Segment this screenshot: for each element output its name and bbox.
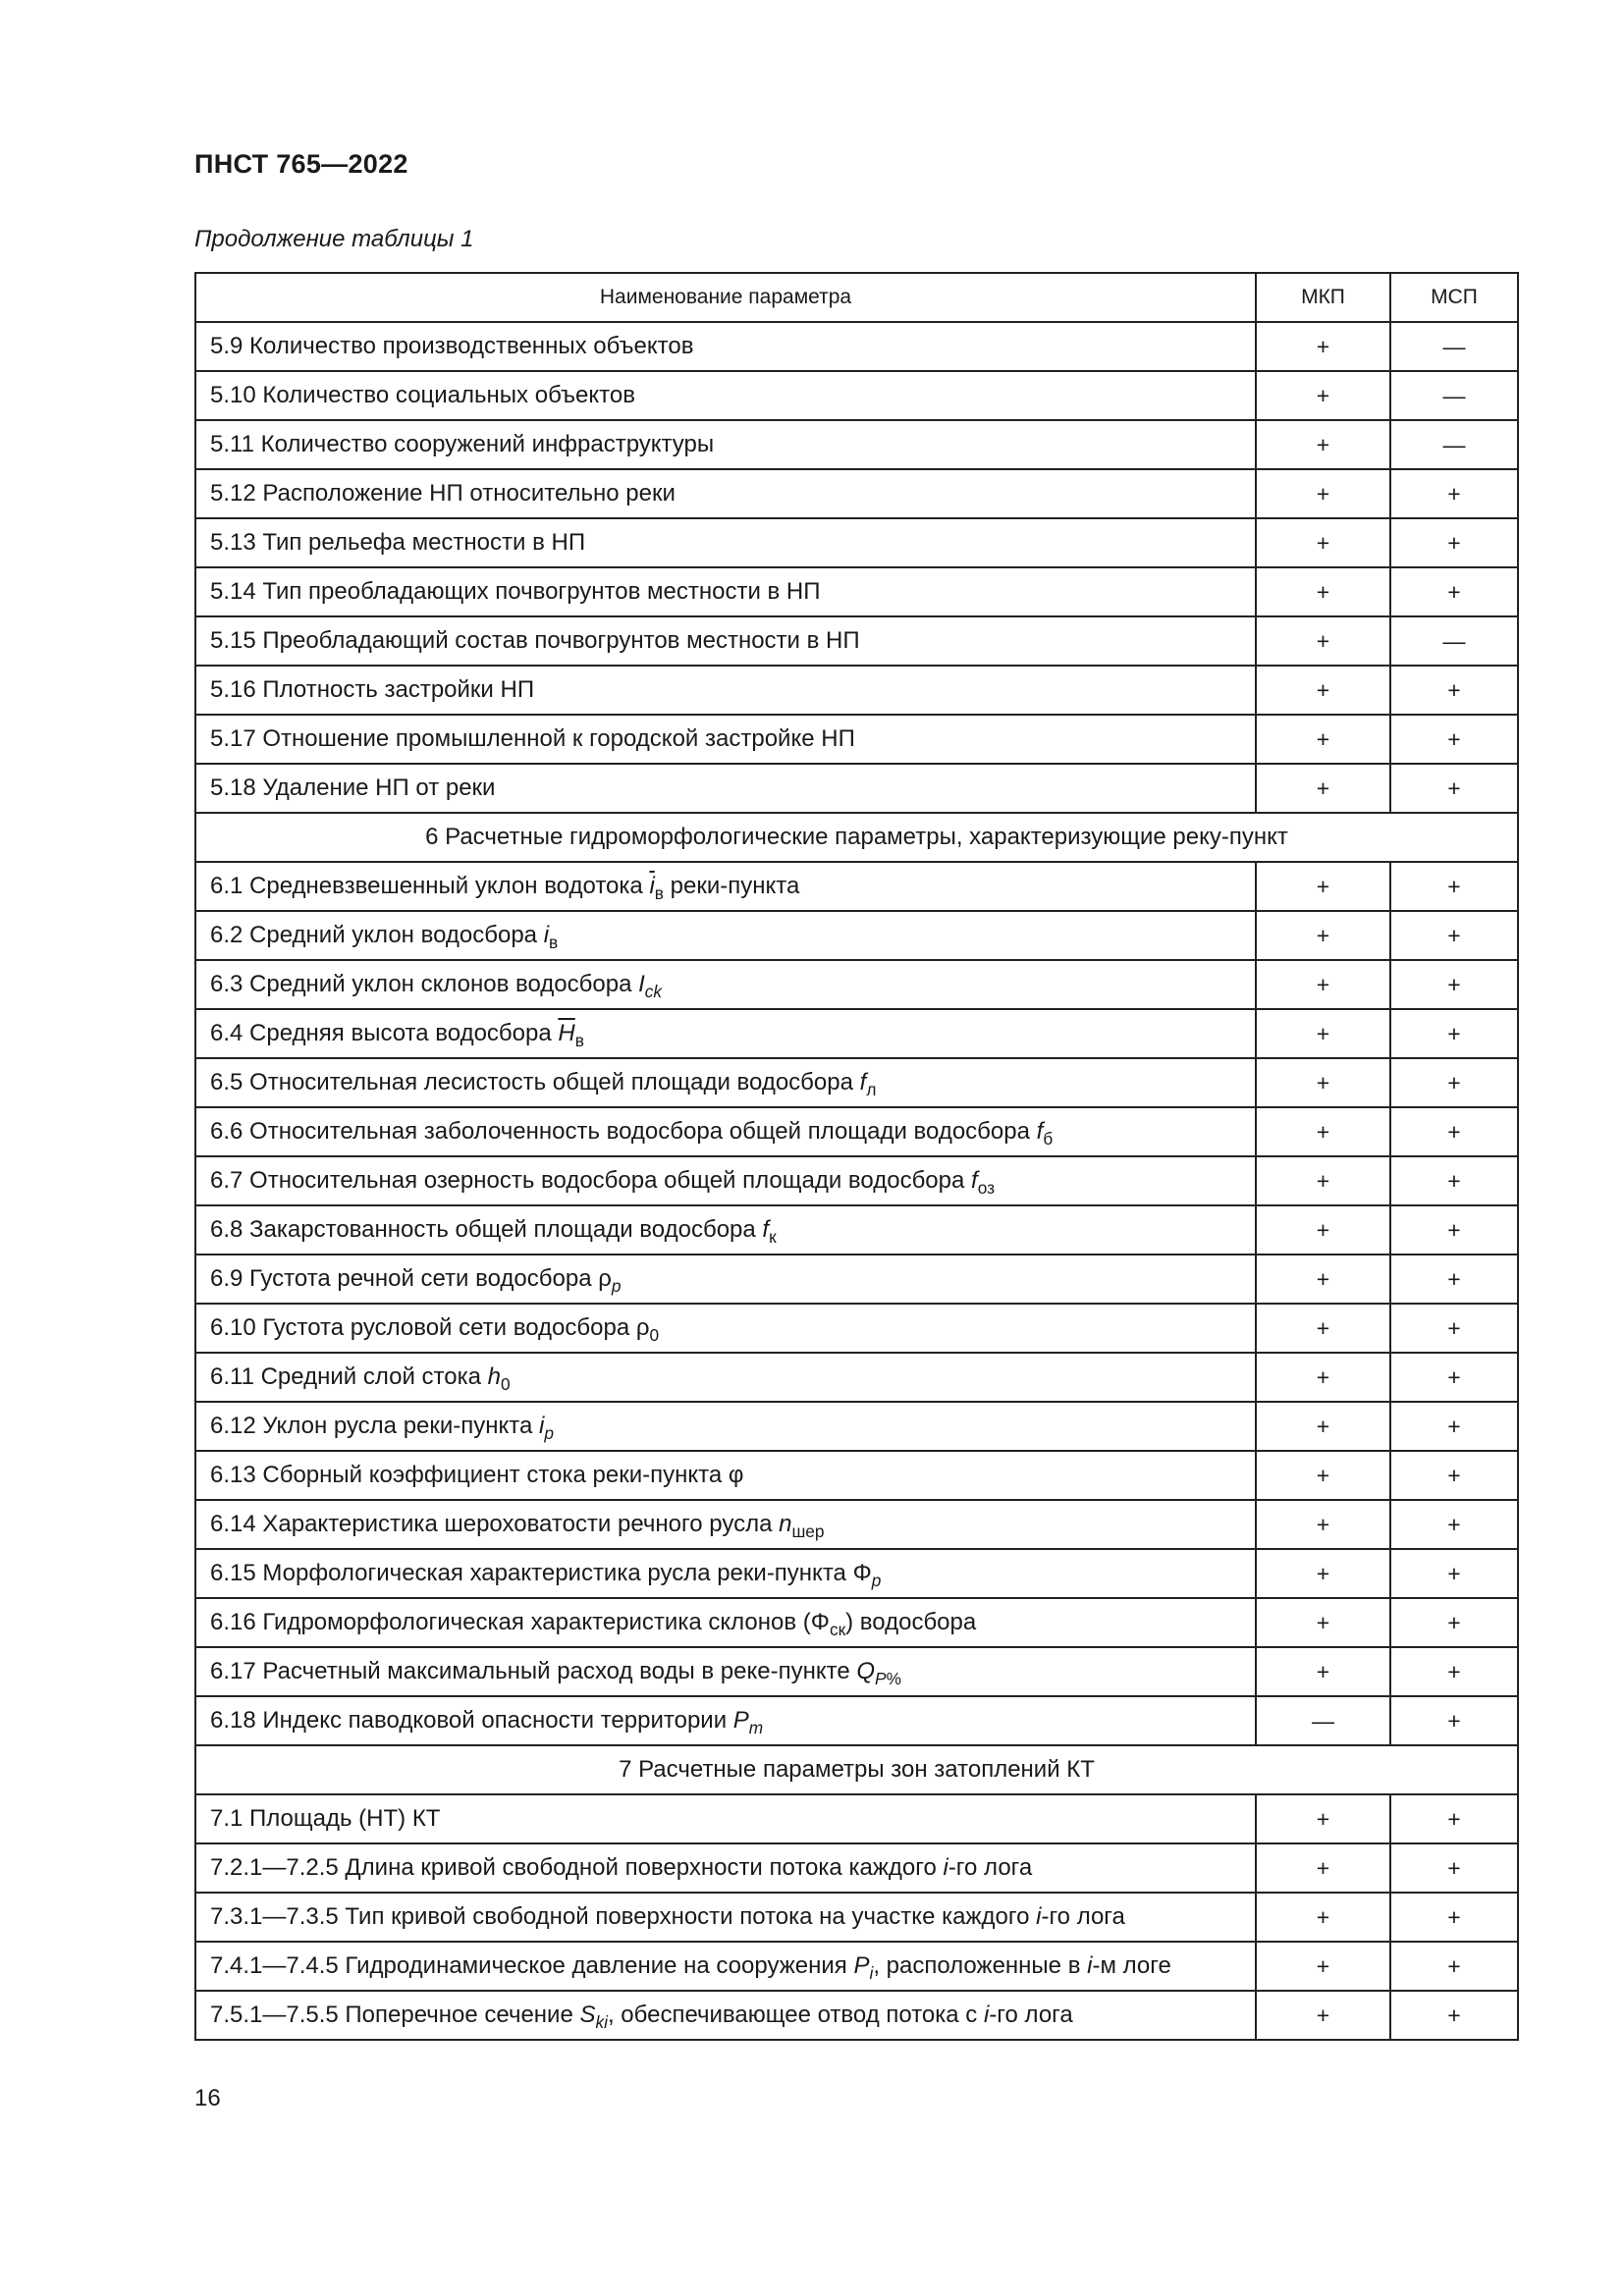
table-row: [195, 469, 1518, 518]
parameter-name: 5.11 Количество сооружений инфраструктуры: [195, 420, 1256, 469]
section-title: 7 Расчетные параметры зон затоплений КТ: [195, 1745, 1518, 1794]
table-row: [195, 1205, 1518, 1255]
msp-mark: +: [1390, 862, 1518, 911]
mkp-mark: —: [1256, 1696, 1390, 1745]
parameter-name: 6.3 Средний уклон склонов водосбора $I_{ck}$: [195, 960, 1256, 1009]
mkp-mark: +: [1256, 518, 1390, 567]
table-row: [195, 518, 1518, 567]
parameter-name: 5.16 Плотность застройки НП: [195, 666, 1256, 715]
table-row: [195, 1942, 1518, 1991]
parameter-name: 6.13 Сборный коэффициент стока реки-пункта φ: [195, 1451, 1256, 1500]
parameter-name: 6.15 Морфологическая характеристика русла реки-пункта $\Phi_p$: [195, 1549, 1256, 1598]
parameter-name: 6.11 Средний слой стока $h_0$: [195, 1353, 1256, 1402]
mkp-mark: +: [1256, 1794, 1390, 1843]
mkp-mark: +: [1256, 567, 1390, 616]
mkp-mark: +: [1256, 764, 1390, 813]
msp-mark: —: [1390, 371, 1518, 420]
msp-mark: +: [1390, 1647, 1518, 1696]
section-row: [195, 1745, 1518, 1794]
table-row: [195, 1058, 1518, 1107]
parameter-name: 6.1 Средневзвешенный уклон водотока $\overline{i}_в$ реки-пункта: [195, 862, 1256, 911]
table-row: [195, 911, 1518, 960]
mkp-mark: +: [1256, 1942, 1390, 1991]
table-row: [195, 1696, 1518, 1745]
mkp-mark: +: [1256, 616, 1390, 666]
mkp-mark: +: [1256, 1058, 1390, 1107]
msp-mark: +: [1390, 715, 1518, 764]
mkp-mark: +: [1256, 1843, 1390, 1893]
table-row: [195, 1353, 1518, 1402]
table-row: [195, 1843, 1518, 1893]
parameter-name: 5.13 Тип рельефа местности в НП: [195, 518, 1256, 567]
parameter-name: 6.5 Относительная лесистость общей площади водосбора $f_л$: [195, 1058, 1256, 1107]
mkp-mark: +: [1256, 1549, 1390, 1598]
msp-mark: +: [1390, 911, 1518, 960]
mkp-mark: +: [1256, 1156, 1390, 1205]
parameter-name: 5.12 Расположение НП относительно реки: [195, 469, 1256, 518]
table-row: [195, 1794, 1518, 1843]
table-row: [195, 862, 1518, 911]
msp-mark: —: [1390, 322, 1518, 371]
table-row: [195, 1647, 1518, 1696]
mkp-mark: +: [1256, 1500, 1390, 1549]
parameter-name: 5.17 Отношение промышленной к городской застройке НП: [195, 715, 1256, 764]
msp-mark: +: [1390, 960, 1518, 1009]
parameter-name: 6.4 Средняя высота водосбора $\overline{H}_в$: [195, 1009, 1256, 1058]
parameter-name: 7.2.1—7.2.5 Длина кривой свободной поверхности потока каждого i-го лога: [195, 1843, 1256, 1893]
mkp-mark: +: [1256, 1255, 1390, 1304]
msp-mark: +: [1390, 567, 1518, 616]
table-row: [195, 1402, 1518, 1451]
msp-mark: +: [1390, 1843, 1518, 1893]
table-row: [195, 1893, 1518, 1942]
parameter-name: 6.16 Гидроморфологическая характеристика склонов $(\Phi_{ск})$ водосбора: [195, 1598, 1256, 1647]
mkp-mark: +: [1256, 1009, 1390, 1058]
parameter-name: 7.4.1—7.4.5 Гидродинамическое давление на сооружения $P_i$, расположенные в i-м логе: [195, 1942, 1256, 1991]
document-designation: ПНСТ 765—2022: [194, 149, 408, 179]
mkp-mark: +: [1256, 1893, 1390, 1942]
column-header-mkp: МКП: [1256, 273, 1390, 322]
table-row: [195, 1156, 1518, 1205]
mkp-mark: +: [1256, 1205, 1390, 1255]
mkp-mark: +: [1256, 666, 1390, 715]
parameter-name: 6.18 Индекс паводковой опасности территории $P_m$: [195, 1696, 1256, 1745]
table-row: [195, 715, 1518, 764]
msp-mark: +: [1390, 1205, 1518, 1255]
msp-mark: +: [1390, 1549, 1518, 1598]
msp-mark: +: [1390, 1893, 1518, 1942]
msp-mark: +: [1390, 1942, 1518, 1991]
mkp-mark: +: [1256, 420, 1390, 469]
msp-mark: +: [1390, 469, 1518, 518]
parameter-name: 6.10 Густота русловой сети водосбора $\rho_0$: [195, 1304, 1256, 1353]
mkp-mark: +: [1256, 371, 1390, 420]
mkp-mark: +: [1256, 1402, 1390, 1451]
parameter-name: 6.2 Средний уклон водосбора $i_в$: [195, 911, 1256, 960]
mkp-mark: +: [1256, 1647, 1390, 1696]
msp-mark: +: [1390, 1058, 1518, 1107]
mkp-mark: +: [1256, 322, 1390, 371]
msp-mark: +: [1390, 1451, 1518, 1500]
table-row: [195, 1304, 1518, 1353]
msp-mark: +: [1390, 1107, 1518, 1156]
parameter-name: 6.12 Уклон русла реки-пункта $i_p$: [195, 1402, 1256, 1451]
msp-mark: +: [1390, 764, 1518, 813]
mkp-mark: +: [1256, 862, 1390, 911]
msp-mark: +: [1390, 1598, 1518, 1647]
parameter-name: 6.9 Густота речной сети водосбора $\rho_p$: [195, 1255, 1256, 1304]
table-row: [195, 567, 1518, 616]
table-row: [195, 1991, 1518, 2040]
parameter-name: 5.15 Преобладающий состав почвогрунтов местности в НП: [195, 616, 1256, 666]
table-body: [195, 322, 1518, 2040]
parameter-name: 5.14 Тип преобладающих почвогрунтов местности в НП: [195, 567, 1256, 616]
msp-mark: +: [1390, 1255, 1518, 1304]
mkp-mark: +: [1256, 1991, 1390, 2040]
table-row: [195, 1500, 1518, 1549]
msp-mark: +: [1390, 1009, 1518, 1058]
parameter-name: 5.10 Количество социальных объектов: [195, 371, 1256, 420]
msp-mark: +: [1390, 1696, 1518, 1745]
section-title: 6 Расчетные гидроморфологические параметры, характеризующие реку-пункт: [195, 813, 1518, 862]
parameter-name: 7.5.1—7.5.5 Поперечное сечение $S_{ki}$, обеспечивающее отвод потока с i-го лога: [195, 1991, 1256, 2040]
msp-mark: +: [1390, 1156, 1518, 1205]
msp-mark: +: [1390, 518, 1518, 567]
page-number: 16: [194, 2085, 221, 2111]
table-row: [195, 960, 1518, 1009]
msp-mark: +: [1390, 1794, 1518, 1843]
msp-mark: +: [1390, 666, 1518, 715]
table-row: [195, 1598, 1518, 1647]
table-row: [195, 371, 1518, 420]
table-row: [195, 420, 1518, 469]
table-row: [195, 764, 1518, 813]
column-header-msp: МСП: [1390, 273, 1518, 322]
mkp-mark: +: [1256, 1107, 1390, 1156]
msp-mark: +: [1390, 1353, 1518, 1402]
mkp-mark: +: [1256, 715, 1390, 764]
mkp-mark: +: [1256, 911, 1390, 960]
mkp-mark: +: [1256, 1304, 1390, 1353]
parameter-name: 7.1 Площадь (НТ) КТ: [195, 1794, 1256, 1843]
mkp-mark: +: [1256, 1598, 1390, 1647]
parameter-name: 5.18 Удаление НП от реки: [195, 764, 1256, 813]
parameter-name: 5.9 Количество производственных объектов: [195, 322, 1256, 371]
parameter-name: 6.8 Закарстованность общей площади водосбора $f_к$: [195, 1205, 1256, 1255]
msp-mark: +: [1390, 1402, 1518, 1451]
table-caption: Продолжение таблицы 1: [194, 226, 474, 252]
parameter-name: 6.6 Относительная заболоченность водосбора общей площади водосбора $f_б$: [195, 1107, 1256, 1156]
msp-mark: —: [1390, 616, 1518, 666]
table-row: [195, 1107, 1518, 1156]
parameters-table: [194, 272, 1519, 2041]
mkp-mark: +: [1256, 1451, 1390, 1500]
msp-mark: +: [1390, 1500, 1518, 1549]
column-header-name: Наименование параметра: [195, 273, 1256, 322]
mkp-mark: +: [1256, 469, 1390, 518]
section-row: [195, 813, 1518, 862]
parameter-name: 6.7 Относительная озерность водосбора общей площади водосбора $f_{оз}$: [195, 1156, 1256, 1205]
table-row: [195, 666, 1518, 715]
parameter-name: 6.14 Характеристика шероховатости речного русла $n_{шер}$: [195, 1500, 1256, 1549]
table-row: [195, 322, 1518, 371]
table-row: [195, 1255, 1518, 1304]
table-row: [195, 1549, 1518, 1598]
mkp-mark: +: [1256, 1353, 1390, 1402]
parameter-name: 7.3.1—7.3.5 Тип кривой свободной поверхности потока на участке каждого i-го лога: [195, 1893, 1256, 1942]
table-header-row: [195, 273, 1518, 322]
mkp-mark: +: [1256, 960, 1390, 1009]
table-row: [195, 616, 1518, 666]
table-row: [195, 1451, 1518, 1500]
msp-mark: —: [1390, 420, 1518, 469]
table-row: [195, 1009, 1518, 1058]
msp-mark: +: [1390, 1991, 1518, 2040]
msp-mark: +: [1390, 1304, 1518, 1353]
parameter-name: 6.17 Расчетный максимальный расход воды в реке-пункте $Q_{P\%}$: [195, 1647, 1256, 1696]
